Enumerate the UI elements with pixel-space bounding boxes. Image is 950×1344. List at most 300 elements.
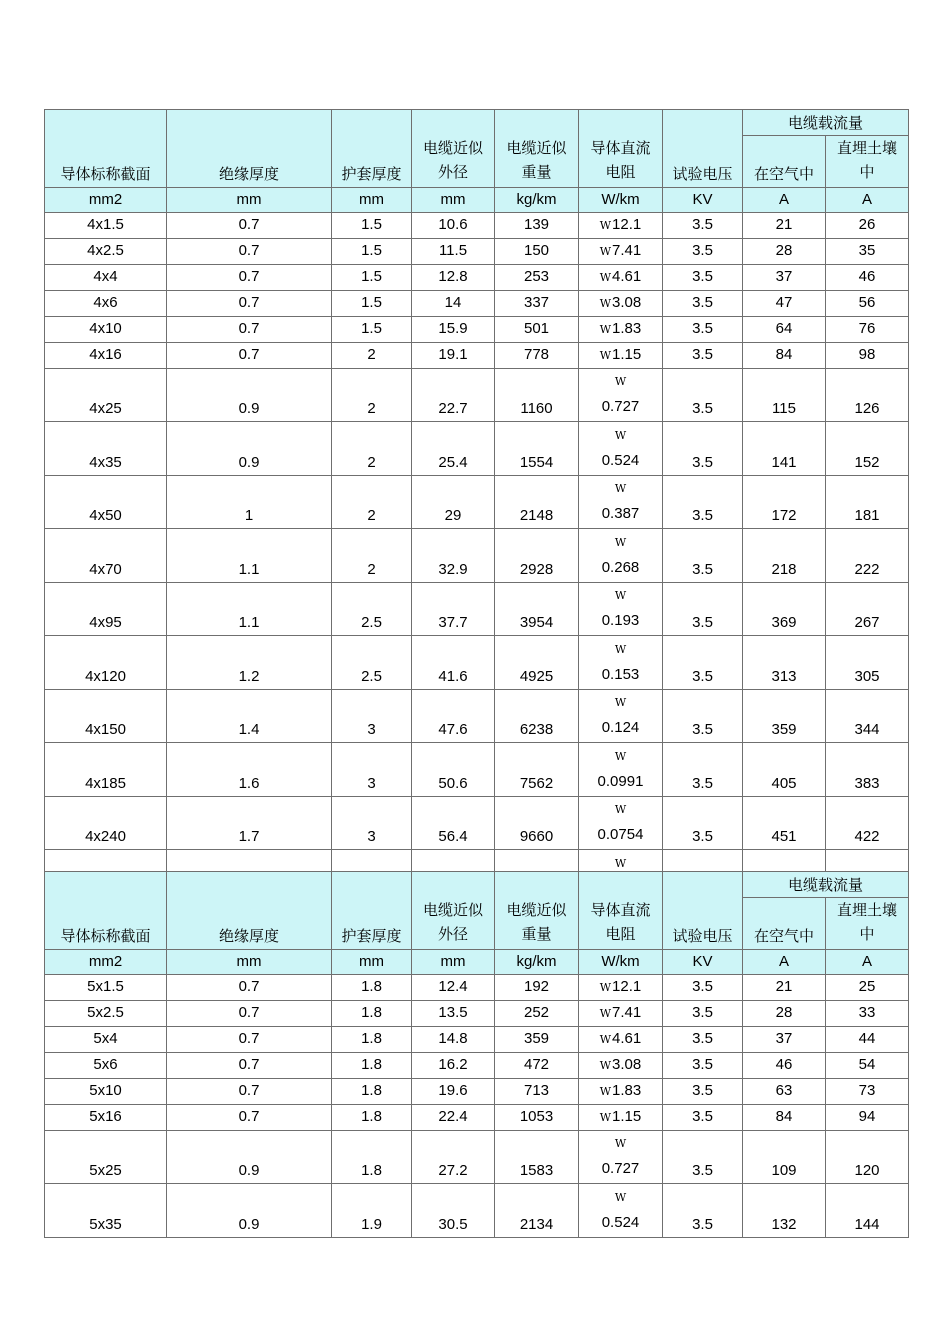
cell-value: 4x185: [85, 774, 126, 792]
omega-icon: W: [599, 980, 612, 994]
table-cell: [167, 422, 332, 476]
table-cell: [663, 1104, 743, 1130]
table-cell: [579, 1184, 663, 1238]
unit-text: W/km: [601, 953, 640, 970]
table-cell: [663, 212, 743, 238]
omega-icon: W: [599, 296, 612, 310]
table-row: [45, 290, 909, 316]
table-cell: [332, 529, 412, 583]
table-cell: [579, 582, 663, 636]
table-cell: [663, 743, 743, 797]
table-cell: [663, 264, 743, 290]
table-cell: [167, 582, 332, 636]
cell-value: 3.5: [692, 507, 713, 524]
cell-value: 713: [523, 1082, 550, 1099]
cell-value: 3.5: [692, 1082, 713, 1099]
cell-value: 5x16: [89, 1108, 122, 1125]
table-cell: [826, 636, 909, 690]
table-cell: [743, 1130, 826, 1184]
cell-value: 22.4: [438, 1108, 468, 1125]
cell-value: 3.5: [692, 828, 713, 845]
table-cell: [45, 238, 167, 264]
unit-text: mm: [236, 191, 262, 208]
cell-value: 4x150: [85, 721, 126, 738]
cell-value: 47.6: [438, 721, 468, 738]
resistance-header-line: 电阻: [605, 924, 636, 943]
table-cell: [826, 1000, 909, 1026]
table-cell: [332, 212, 412, 238]
cell-value: 3.5: [692, 774, 713, 792]
table-row: [45, 1078, 909, 1104]
resistance-stack: [579, 426, 662, 472]
cell-value: 1.5: [361, 268, 382, 285]
resistance-value: 0.727: [601, 1160, 640, 1177]
cell-value: 13.5: [438, 1004, 468, 1021]
cell-value: 5x10: [89, 1082, 122, 1099]
omega-icon: W: [614, 1190, 627, 1204]
cell-value: 44: [858, 1030, 876, 1047]
in-air-text: 在空气中: [753, 926, 814, 945]
cell-value: 1.8: [361, 1030, 382, 1047]
table-cell: [332, 1026, 412, 1052]
table-cell: [743, 475, 826, 529]
table-cell: [332, 796, 412, 850]
unit-row: [45, 949, 909, 974]
table-cell: [412, 316, 495, 342]
in-air-header: [743, 897, 826, 949]
table-cell: [45, 290, 167, 316]
cell-value: 3.5: [692, 216, 713, 233]
cell-value: 94: [858, 1108, 876, 1125]
unit-cell: [332, 949, 412, 974]
table-cell: [743, 238, 826, 264]
table-cell: [579, 974, 663, 1000]
cell-value: 22.7: [438, 400, 468, 417]
table-cell: [743, 342, 826, 368]
cell-value: 3.5: [692, 400, 713, 417]
table-cell: [579, 212, 663, 238]
table-cell: [495, 264, 579, 290]
table-cell: [412, 290, 495, 316]
table-cell: [45, 264, 167, 290]
unit-text: A: [778, 191, 789, 208]
cell-value: 19.6: [438, 1082, 468, 1099]
table-cell: [495, 238, 579, 264]
resistance-value: 0.0754: [597, 826, 644, 843]
outer-diameter-header: [412, 872, 495, 950]
table-cell: [826, 743, 909, 797]
cell-value: 0.7: [238, 320, 260, 337]
table-cell: [579, 238, 663, 264]
unit-cell: [412, 949, 495, 974]
table-cell: [495, 342, 579, 368]
cell-value: 1.2: [238, 667, 260, 685]
cell-value: 1.1: [238, 614, 260, 631]
table-row: [45, 475, 909, 529]
table-cell: [412, 342, 495, 368]
resistance-value: 3.08: [612, 1055, 642, 1073]
table-cell: [743, 636, 826, 690]
table-cell: [332, 368, 412, 422]
test-voltage-header-text: 试验电压: [672, 164, 733, 183]
unit-text: mm: [440, 191, 466, 208]
table-cell: [495, 1078, 579, 1104]
table-cell: [167, 1026, 332, 1052]
table-cell: [579, 290, 663, 316]
cell-value: 41.6: [438, 667, 468, 685]
cell-value: 64: [775, 320, 793, 337]
resistance-header-line: 导体直流: [590, 138, 651, 157]
table-cell: [663, 422, 743, 476]
table-cell: [663, 974, 743, 1000]
cell-value: 4x240: [85, 828, 126, 845]
cell-value: 1583: [519, 1162, 554, 1179]
table-cell: [826, 689, 909, 743]
unit-cell: [45, 949, 167, 974]
resistance-value: 0.0991: [597, 772, 644, 790]
table-cell: [45, 582, 167, 636]
resistance-stack: [579, 1134, 662, 1180]
size-header: [45, 110, 167, 188]
resistance-value: 0.193: [601, 612, 640, 629]
resistance-stack: [579, 693, 662, 739]
cable-spec-table-4-core: [44, 109, 909, 904]
resistance-header-line: 导体直流: [590, 900, 651, 919]
weight-header-line: 重量: [521, 162, 552, 181]
cell-value: 1.7: [238, 828, 260, 845]
cell-value: 4x35: [89, 453, 122, 471]
table-cell: [412, 1104, 495, 1130]
table-cell: [167, 529, 332, 583]
resistance-value: 0.387: [601, 505, 640, 522]
table-cell: [826, 342, 909, 368]
cell-value: 15.9: [438, 320, 468, 337]
unit-cell: [495, 187, 579, 212]
table-cell: [332, 316, 412, 342]
cell-value: 5x35: [89, 1215, 122, 1233]
table-row: [45, 238, 909, 264]
table-cell: [826, 316, 909, 342]
cell-value: 501: [523, 320, 550, 337]
table-cell: [412, 1184, 495, 1238]
cell-value: 4x50: [89, 507, 122, 524]
in-soil-header: [826, 135, 909, 187]
table-cell: [45, 1130, 167, 1184]
cell-value: 7562: [519, 774, 554, 792]
cell-value: 3.5: [692, 721, 713, 738]
sheath-header: [332, 110, 412, 188]
table-cell: [332, 1184, 412, 1238]
cell-value: 144: [854, 1215, 880, 1233]
table-cell: [412, 1078, 495, 1104]
cell-value: 46: [775, 1056, 793, 1073]
omega-icon: W: [614, 428, 627, 442]
table-cell: [579, 689, 663, 743]
cell-value: 2.5: [361, 667, 382, 685]
omega-icon: W: [599, 322, 612, 336]
unit-text: A: [862, 953, 873, 970]
table-cell: [663, 796, 743, 850]
cell-value: 11.5: [438, 242, 468, 259]
resistance-stack: [579, 1188, 662, 1234]
cell-value: 3.5: [692, 346, 713, 363]
table-row: [45, 796, 909, 850]
cell-value: 252: [523, 1004, 550, 1021]
table-row: [45, 422, 909, 476]
table-cell: [495, 743, 579, 797]
cell-value: 0.7: [238, 1056, 260, 1073]
omega-icon: W: [614, 589, 627, 602]
cell-value: 73: [858, 1082, 876, 1099]
cell-value: 172: [771, 507, 797, 524]
table-cell: [167, 1000, 332, 1026]
omega-icon: W: [599, 348, 612, 362]
omega-icon: W: [614, 1137, 627, 1150]
unit-cell: [412, 187, 495, 212]
table-cell: [45, 475, 167, 529]
test-voltage-header-text: 试验电压: [672, 926, 733, 945]
table-cell: [332, 1052, 412, 1078]
unit-cell: [743, 949, 826, 974]
table-cell: [167, 342, 332, 368]
table-cell: [663, 342, 743, 368]
in-soil-line: 直埋土壤: [837, 900, 898, 919]
table-cell: [743, 422, 826, 476]
unit-text: A: [778, 953, 789, 970]
cell-value: 5x25: [89, 1162, 122, 1179]
table-cell: [579, 796, 663, 850]
cell-value: 3.5: [692, 560, 713, 578]
cell-value: 1.8: [361, 1108, 382, 1125]
table-cell: [167, 796, 332, 850]
cell-value: 0.9: [238, 453, 260, 471]
cell-value: 2928: [519, 560, 554, 578]
weight-header: [495, 110, 579, 188]
table-cell: [663, 1052, 743, 1078]
unit-text: kg/km: [516, 953, 557, 970]
table-cell: [826, 1026, 909, 1052]
omega-icon: W: [599, 244, 612, 258]
in-air-header: [743, 135, 826, 187]
weight-header-line: 重量: [521, 924, 552, 943]
table-cell: [45, 342, 167, 368]
table-cell: [826, 582, 909, 636]
cell-value: 218: [771, 560, 797, 578]
cell-value: 5x1.5: [87, 978, 124, 995]
cell-value: 1554: [519, 453, 554, 471]
resistance-stack: [579, 640, 662, 686]
in-soil-line: 中: [859, 924, 875, 943]
table-cell: [579, 529, 663, 583]
resistance-value: 1.15: [612, 345, 642, 363]
cell-value: 267: [854, 614, 880, 631]
cell-value: 2: [367, 560, 376, 578]
table-cell: [332, 1130, 412, 1184]
table-cell: [743, 529, 826, 583]
cell-value: 14.8: [438, 1030, 468, 1047]
table-cell: [743, 368, 826, 422]
table-cell: [45, 1000, 167, 1026]
table-row: [45, 1130, 909, 1184]
table-cell: [167, 368, 332, 422]
cell-value: 1.8: [361, 1056, 382, 1073]
cell-value: 1.8: [361, 1004, 382, 1021]
cell-value: 181: [854, 507, 880, 524]
cell-value: 3.5: [692, 294, 713, 311]
cell-value: 27.2: [438, 1162, 468, 1179]
table-cell: [743, 264, 826, 290]
table-cell: [45, 422, 167, 476]
table-cell: [579, 368, 663, 422]
resistance-value: 4.61: [612, 267, 642, 285]
table-cell: [412, 529, 495, 583]
size-header-text: 导体标称截面: [60, 164, 151, 183]
omega-icon: W: [599, 1058, 612, 1072]
table-row: [45, 1104, 909, 1130]
cell-value: 1.4: [238, 721, 260, 738]
table-row: [45, 636, 909, 690]
unit-text: W/km: [601, 191, 640, 208]
table-cell: [412, 264, 495, 290]
cell-value: 369: [771, 614, 797, 631]
unit-cell: [167, 187, 332, 212]
resistance-stack: [579, 372, 662, 418]
table-cell: [167, 1130, 332, 1184]
cell-value: 12.4: [438, 978, 468, 995]
table-cell: [167, 212, 332, 238]
test-voltage-header: [663, 872, 743, 950]
table-cell: [663, 368, 743, 422]
weight-header-line: 电缆近似: [506, 138, 567, 157]
outer-diameter-header-line: 电缆近似: [422, 900, 483, 919]
in-soil-header: [826, 897, 909, 949]
table-cell: [579, 342, 663, 368]
cell-value: 50.6: [438, 774, 468, 792]
omega-icon: W: [599, 270, 612, 284]
cell-value: 451: [771, 828, 797, 845]
in-soil-line: 直埋土壤: [837, 138, 898, 157]
table-cell: [663, 1184, 743, 1238]
table-cell: [579, 422, 663, 476]
cell-value: 1160: [520, 400, 553, 417]
omega-icon: W: [599, 1084, 612, 1098]
table-cell: [495, 582, 579, 636]
table-cell: [663, 689, 743, 743]
table-row: [45, 689, 909, 743]
cell-value: 1.8: [361, 978, 382, 995]
cell-value: 359: [771, 721, 797, 738]
resistance-value: 4.61: [612, 1029, 642, 1047]
cell-value: 3: [367, 774, 376, 792]
table-cell: [826, 1184, 909, 1238]
cell-value: 76: [858, 320, 876, 337]
cell-value: 3.5: [692, 1056, 713, 1073]
table-cell: [826, 422, 909, 476]
table-cell: [743, 743, 826, 797]
cell-value: 25: [858, 978, 876, 995]
table-cell: [579, 743, 663, 797]
cell-value: 1.5: [361, 242, 382, 259]
table-cell: [412, 212, 495, 238]
table-cell: [45, 1026, 167, 1052]
cell-value: 472: [523, 1056, 550, 1073]
table-cell: [332, 264, 412, 290]
cell-value: 1.5: [361, 320, 382, 337]
table-cell: [495, 368, 579, 422]
unit-text: mm2: [88, 191, 123, 208]
cell-value: 2: [367, 507, 376, 524]
table-cell: [826, 1130, 909, 1184]
cell-value: 21: [775, 216, 793, 233]
table-cell: [412, 582, 495, 636]
table-cell: [826, 1078, 909, 1104]
table-cell: [495, 974, 579, 1000]
weight-header: [495, 872, 579, 950]
resistance-value: 0.727: [601, 398, 640, 415]
resistance-stack: [579, 586, 662, 632]
cell-value: 3.5: [692, 1030, 713, 1047]
insulation-header-text: 绝缘厚度: [218, 926, 279, 945]
table-cell: [826, 368, 909, 422]
table-cell: [167, 636, 332, 690]
table-cell: [663, 636, 743, 690]
cell-value: 3.5: [692, 614, 713, 631]
cell-value: 2: [367, 346, 376, 363]
table-cell: [743, 290, 826, 316]
table-cell: [167, 974, 332, 1000]
table-cell: [167, 1078, 332, 1104]
table-cell: [743, 1104, 826, 1130]
cell-value: 150: [523, 242, 550, 259]
cell-value: 3.5: [692, 1004, 713, 1021]
cell-value: 139: [523, 216, 550, 233]
cell-value: 344: [854, 721, 880, 738]
table-cell: [495, 212, 579, 238]
resistance-stack: [579, 800, 662, 846]
header-row: [45, 110, 909, 136]
cell-value: 4x16: [89, 346, 122, 363]
weight-header-line: 电缆近似: [506, 900, 567, 919]
cell-value: 3954: [519, 614, 554, 631]
table-cell: [663, 475, 743, 529]
cell-value: 0.9: [238, 400, 260, 417]
table-cell: [495, 1184, 579, 1238]
table-cell: [45, 796, 167, 850]
table-cell: [332, 1078, 412, 1104]
cell-value: 63: [775, 1082, 793, 1099]
cell-value: 3: [367, 721, 376, 738]
cell-value: 0.7: [238, 1082, 260, 1099]
unit-cell: [167, 949, 332, 974]
cell-value: 4x6: [93, 294, 118, 311]
omega-icon: W: [614, 482, 627, 495]
resistance-value: 1.15: [612, 1107, 642, 1125]
table-cell: [45, 529, 167, 583]
cell-value: 778: [523, 346, 550, 363]
size-header: [45, 872, 167, 950]
cell-value: 3.5: [692, 1162, 713, 1179]
table-cell: [826, 264, 909, 290]
table-cell: [332, 1104, 412, 1130]
cell-value: 4x70: [89, 560, 122, 578]
cell-value: 4x4: [93, 268, 118, 285]
size-header-text: 导体标称截面: [60, 926, 151, 945]
resistance-value: 1.83: [612, 1081, 642, 1099]
omega-icon: W: [599, 1110, 612, 1124]
table-cell: [495, 1130, 579, 1184]
cell-value: 222: [854, 560, 880, 578]
cell-value: 9660: [519, 828, 554, 845]
